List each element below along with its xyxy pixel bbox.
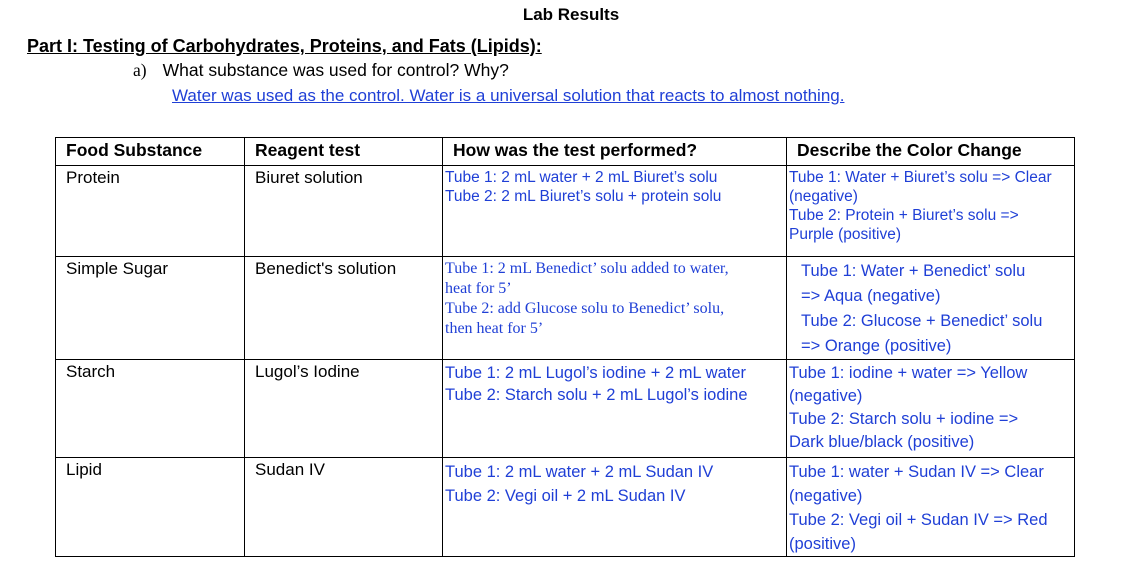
food-cell: Lipid: [56, 458, 245, 557]
color-line: Tube 1: iodine + water => Yellow: [789, 364, 1028, 382]
table-row: [56, 360, 1075, 458]
table-header-row: [56, 138, 1075, 166]
color-line: (negative): [789, 487, 863, 505]
color-line: Tube 1: Water + Biuret’s solu => Clear: [789, 169, 1052, 186]
part-heading: Part I: Testing of Carbohydrates, Proteins, and Fats (Lipids):: [27, 36, 542, 56]
header-food-substance: Food Substance: [56, 138, 245, 166]
color-line: (negative): [789, 387, 863, 405]
reagent-cell: Sudan IV: [245, 458, 443, 557]
reagent-cell: Lugol’s Iodine: [245, 360, 443, 458]
question: [133, 60, 509, 81]
method-line: Tube 2: add Glucose solu to Benedict’ solu,: [445, 300, 725, 317]
food-cell: Protein: [56, 166, 245, 257]
color-line: Tube 2: Vegi oil + Sudan IV => Red: [789, 511, 1048, 529]
food-cell: Simple Sugar: [56, 257, 245, 360]
food-cell: Starch: [56, 360, 245, 458]
color-line: Tube 1: Water + Benedict’ solu: [801, 262, 1026, 280]
method-cell: [443, 166, 787, 257]
color-line: => Aqua (negative): [801, 287, 941, 305]
table-row: [56, 257, 1075, 360]
color-line: (positive): [789, 535, 856, 553]
method-line: then heat for 5’: [445, 320, 544, 337]
color-line: Tube 2: Protein + Biuret’s solu =>: [789, 207, 1019, 224]
color-change-cell: [787, 360, 1075, 458]
method-line: heat for 5’: [445, 280, 512, 297]
method-cell: [443, 257, 787, 360]
method-line: Tube 1: 2 mL water + 2 mL Sudan IV: [445, 463, 714, 481]
color-change-cell: [787, 257, 1075, 360]
reagent-cell: Benedict's solution: [245, 257, 443, 360]
method-line: Tube 1: 2 mL water + 2 mL Biuret’s solu: [445, 169, 718, 186]
answer-text: Water was used as the control. Water is a universal solution that reacts to almost nothing.: [172, 86, 845, 105]
method-line: Tube 2: Vegi oil + 2 mL Sudan IV: [445, 487, 686, 505]
method-line: Tube 1: 2 mL Benedict’ solu added to water,: [445, 260, 729, 277]
color-line: Tube 1: water + Sudan IV => Clear: [789, 463, 1044, 481]
table-row: [56, 166, 1075, 257]
question-text: What substance was used for control? Why?: [162, 60, 509, 80]
method-line: Tube 1: 2 mL Lugol’s iodine + 2 mL water: [445, 364, 746, 382]
method-line: Tube 2: 2 mL Biuret’s solu + protein solu: [445, 188, 722, 205]
color-change-cell: [787, 458, 1075, 557]
method-cell: [443, 458, 787, 557]
color-line: Tube 2: Glucose + Benedict’ solu: [801, 312, 1043, 330]
method-cell: [443, 360, 787, 458]
table-row: [56, 458, 1075, 557]
color-change-cell: [787, 166, 1075, 257]
color-line: Purple (positive): [789, 226, 901, 243]
method-line: Tube 2: Starch solu + 2 mL Lugol’s iodine: [445, 386, 748, 404]
page-title: Lab Results: [522, 5, 620, 24]
header-color-change: Describe the Color Change: [787, 138, 1075, 166]
results-table: [55, 137, 1075, 557]
reagent-cell: Biuret solution: [245, 166, 443, 257]
color-line: Dark blue/black (positive): [789, 433, 975, 451]
color-line: => Orange (positive): [801, 337, 952, 355]
color-line: (negative): [789, 188, 858, 205]
header-reagent-test: Reagent test: [245, 138, 443, 166]
color-line: Tube 2: Starch solu + iodine =>: [789, 410, 1019, 428]
question-marker: a): [133, 60, 147, 80]
header-test-method: How was the test performed?: [443, 138, 787, 166]
